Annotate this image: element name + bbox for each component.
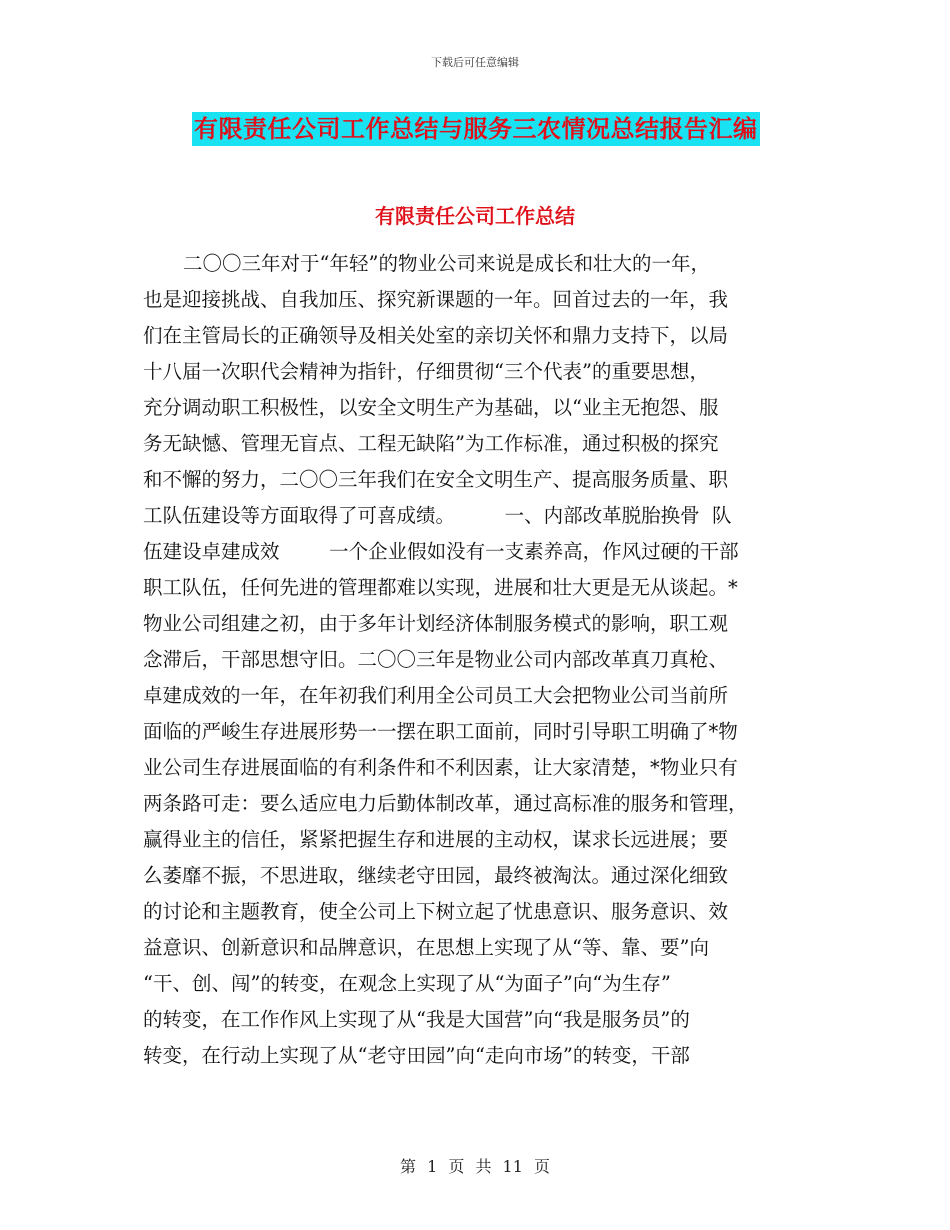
body-line: 两条路可走：要么适应电力后勤体制改革，通过高标准的服务和管理， [143,792,748,815]
body-line: 工队伍建设等方面取得了可喜成绩。 一、内部改革脱胎换骨 队 [143,504,732,527]
body-line: 赢得业主的信任，紧紧把握生存和进展的主动权，谋求长远进展；要 [143,828,729,851]
page-header-note: 下载后可任意编辑 [431,56,519,69]
body-line: 二〇〇三年对于“年轻”的物业公司来说是成长和壮大的一年， [183,252,710,275]
document-main-title: 有限责任公司工作总结与服务三农情况总结报告汇编 [192,112,760,146]
body-line: 也是迎接挑战、自我加压、探究新课题的一年。回首过去的一年，我 [143,288,729,311]
body-line: 伍建设卓建成效 一个企业假如没有一支素养高，作风过硬的干部 [143,540,739,563]
body-line: 的讨论和主题教育，使全公司上下树立起了忧患意识、服务意识、效 [143,900,729,923]
body-line: 和不懈的努力，二〇〇三年我们在安全文明生产、提高服务质量、职 [143,468,729,491]
body-line: 念滞后，干部思想守旧。二〇〇三年是物业公司内部改革真刀真枪、 [143,648,729,671]
body-line: 职工队伍，任何先进的管理都难以实现，进展和壮大更是无从谈起。* [143,576,738,599]
body-line: 十八届一次职代会精神为指针，仔细贯彻“三个代表”的重要思想， [143,360,709,383]
body-line: 面临的严峻生存进展形势一一摆在职工面前，同时引导职工明确了*物 [143,720,738,743]
body-line: 的转变，在工作作风上实现了从“我是大国营”向“我是服务员”的 [143,1008,690,1031]
page-footer: 第 1 页 共 11 页 [400,1157,550,1176]
body-line: 务无缺憾、管理无盲点、工程无缺陷”为工作标准，通过积极的探究 [143,432,719,455]
body-line: 卓建成效的一年，在年初我们利用全公司员工大会把物业公司当前所 [143,684,729,707]
body-text [143,246,808,1074]
body-line: 么萎靡不振，不思进取，继续老守田园，最终被淘汰。通过深化细致 [143,864,729,887]
body-line: 物业公司组建之初，由于多年计划经济体制服务模式的影响，职工观 [143,612,729,635]
body-line: 益意识、创新意识和品牌意识，在思想上实现了从“等、靠、要”向 [143,936,709,959]
body-line: “干、创、闯”的转变，在观念上实现了从“为面子”向“为生存” [143,972,671,995]
body-line: 业公司生存进展面临的有利条件和不利因素，让大家清楚，*物业只有 [143,756,738,779]
body-line: 转变，在行动上实现了从“老守田园”向“走向市场”的转变，干部 [143,1044,690,1067]
section-title: 有限责任公司工作总结 [375,204,575,228]
body-line: 们在主管局长的正确领导及相关处室的亲切关怀和鼎力支持下，以局 [143,324,729,347]
body-line: 充分调动职工积极性，以安全文明生产为基础，以“业主无抱怨、服 [143,396,719,419]
